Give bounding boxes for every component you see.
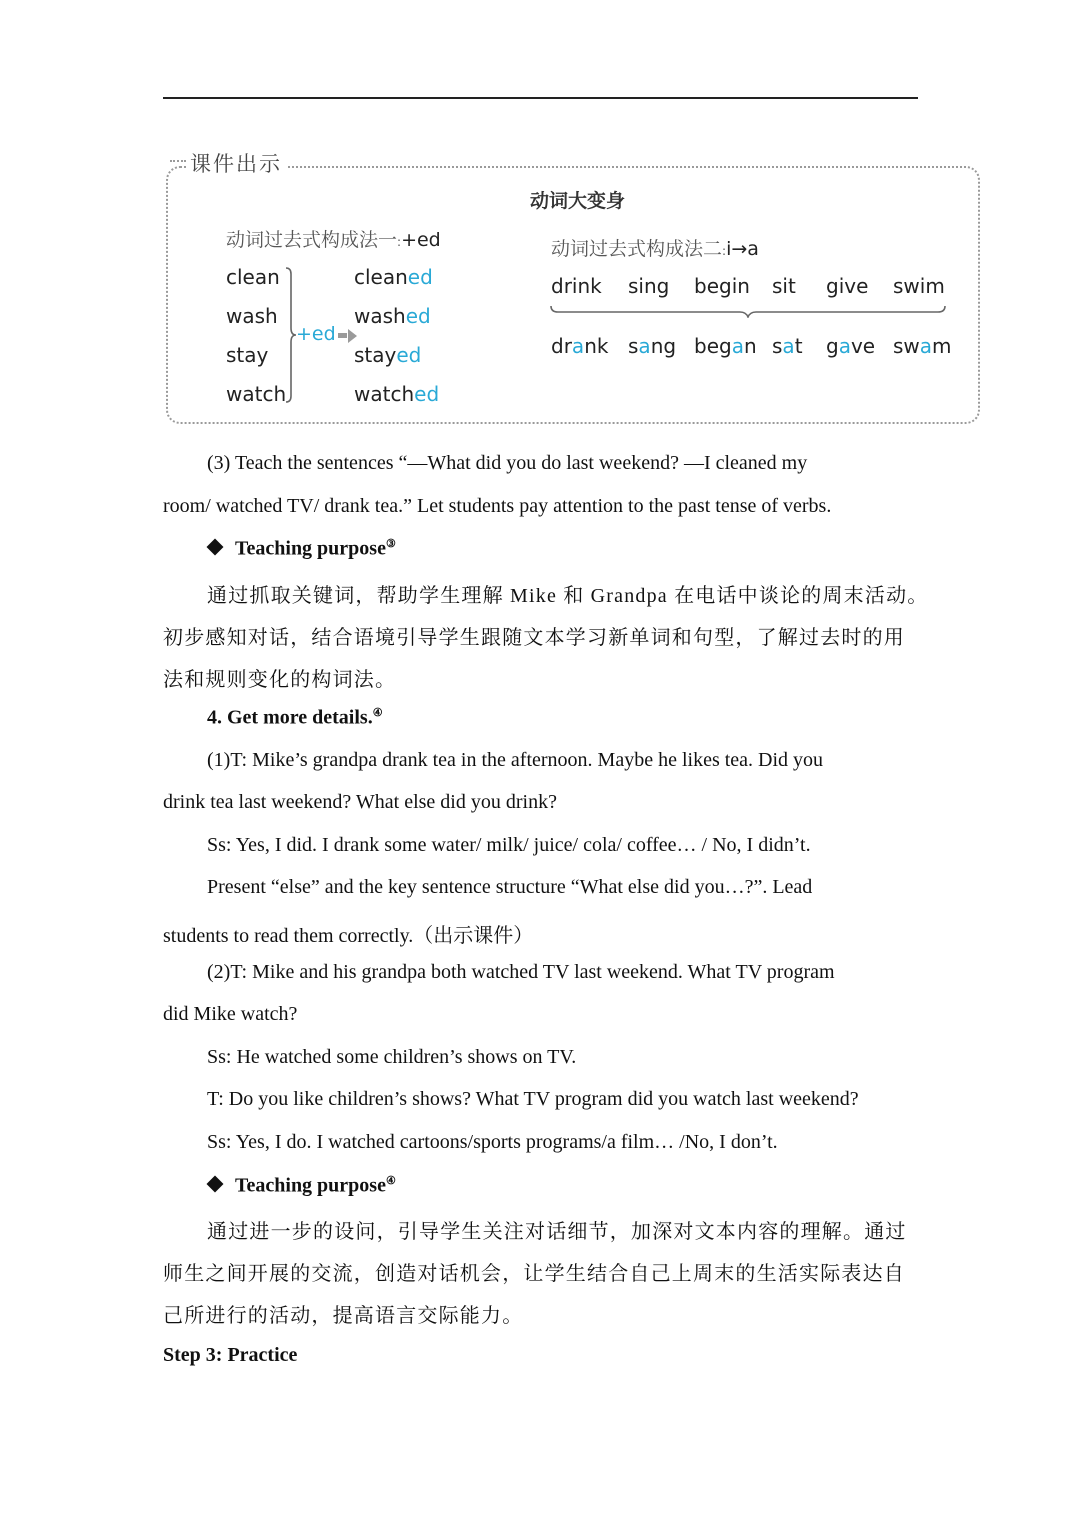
teaching-purpose-heading: Teaching purpose③ — [207, 537, 396, 561]
rule2-past-word: swam — [893, 334, 952, 358]
rule1-past-word: washed — [354, 304, 431, 328]
paragraph-line: 己所进行的活动，提高语言交际能力。 — [163, 1305, 524, 1327]
rule1-base-word: wash — [226, 304, 278, 328]
paragraph-line: did Mike watch? — [163, 1003, 298, 1025]
rule1-past-word: stayed — [354, 343, 422, 367]
paragraph-line: students to read them correctly.（出示课件） — [163, 925, 534, 947]
paragraph-line: 师生之间开展的交流，创造对话机会，让学生结合自己上周末的生活实际表达自 — [163, 1263, 905, 1285]
paragraph-line: 法和规则变化的构词法。 — [163, 669, 397, 691]
teaching-purpose-heading: Teaching purpose④ — [207, 1174, 396, 1198]
rule2-past-word: drank — [551, 334, 609, 358]
rule1-plus-ed: +ed — [296, 323, 357, 345]
rule2-brace — [550, 304, 946, 318]
diamond-bullet-icon — [207, 1175, 224, 1192]
rule1-past-word: cleaned — [354, 265, 433, 289]
step-heading: Step 3: Practice — [163, 1344, 298, 1366]
rule2-base-word: give — [826, 274, 869, 298]
rule2-past-word: sang — [628, 334, 677, 358]
paragraph-line: room/ watched TV/ drank tea.” Let students pay attention to the past tense of verbs. — [163, 495, 832, 517]
paragraph-line: Ss: He watched some children’s shows on TV. — [207, 1046, 577, 1068]
rule2-title: 动词过去式构成法二:i→a — [551, 238, 759, 260]
paragraph-line: (1)T: Mike’s grandpa drank tea in the afternoon. Maybe he likes tea. Did you — [207, 749, 824, 771]
paragraph-line: Ss: Yes, I did. I drank some water/ milk/ juice/ cola/ coffee… / No, I didn’t. — [207, 834, 811, 856]
rule1-past-word: watched — [354, 382, 440, 406]
rule1-title: 动词过去式构成法一:+ed — [226, 229, 441, 251]
paragraph-line: T: Do you like children’s shows? What TV program did you watch last weekend? — [207, 1088, 859, 1110]
paragraph-line: 通过进一步的设问，引导学生关注对话细节，加深对文本内容的理解。通过 — [207, 1221, 907, 1243]
rule2-base-word: begin — [694, 274, 750, 298]
rule2-base-word: swim — [893, 274, 945, 298]
paragraph-line: Present “else” and the key sentence structure “What else did you…?”. Lead — [207, 876, 813, 898]
paragraph-line: (3) Teach the sentences “—What did you do last weekend? —I cleaned my — [207, 452, 808, 474]
rule2-base-word: drink — [551, 274, 602, 298]
rule2-past-word: sat — [772, 334, 803, 358]
rule2-past-word: gave — [826, 334, 876, 358]
panel-label: 课件出示 — [188, 148, 286, 178]
paragraph-line: 通过抓取关键词，帮助学生理解 Mike 和 Grandpa 在电话中谈论的周末活动。 — [207, 585, 929, 607]
rule2-base-word: sing — [628, 274, 670, 298]
diamond-bullet-icon — [207, 538, 224, 555]
paragraph-line: 初步感知对话，结合语境引导学生跟随文本学习新单词和句型，了解过去时的用 — [163, 627, 905, 649]
rule1-base-word: clean — [226, 265, 280, 289]
panel-title: 动词大变身 — [530, 190, 626, 212]
paragraph-line: drink tea last weekend? What else did you drink? — [163, 791, 557, 813]
rule1-base-word: watch — [226, 382, 287, 406]
rule2-past-word: began — [694, 334, 757, 358]
rule1-base-word: stay — [226, 343, 269, 367]
paragraph-line: (2)T: Mike and his grandpa both watched TV last weekend. What TV program — [207, 961, 835, 983]
rule2-base-word: sit — [772, 274, 796, 298]
paragraph-line: Ss: Yes, I do. I watched cartoons/sports programs/a film… /No, I don’t. — [207, 1131, 778, 1153]
header-rule — [163, 97, 918, 99]
section-heading: 4. Get more details.④ — [207, 706, 383, 729]
